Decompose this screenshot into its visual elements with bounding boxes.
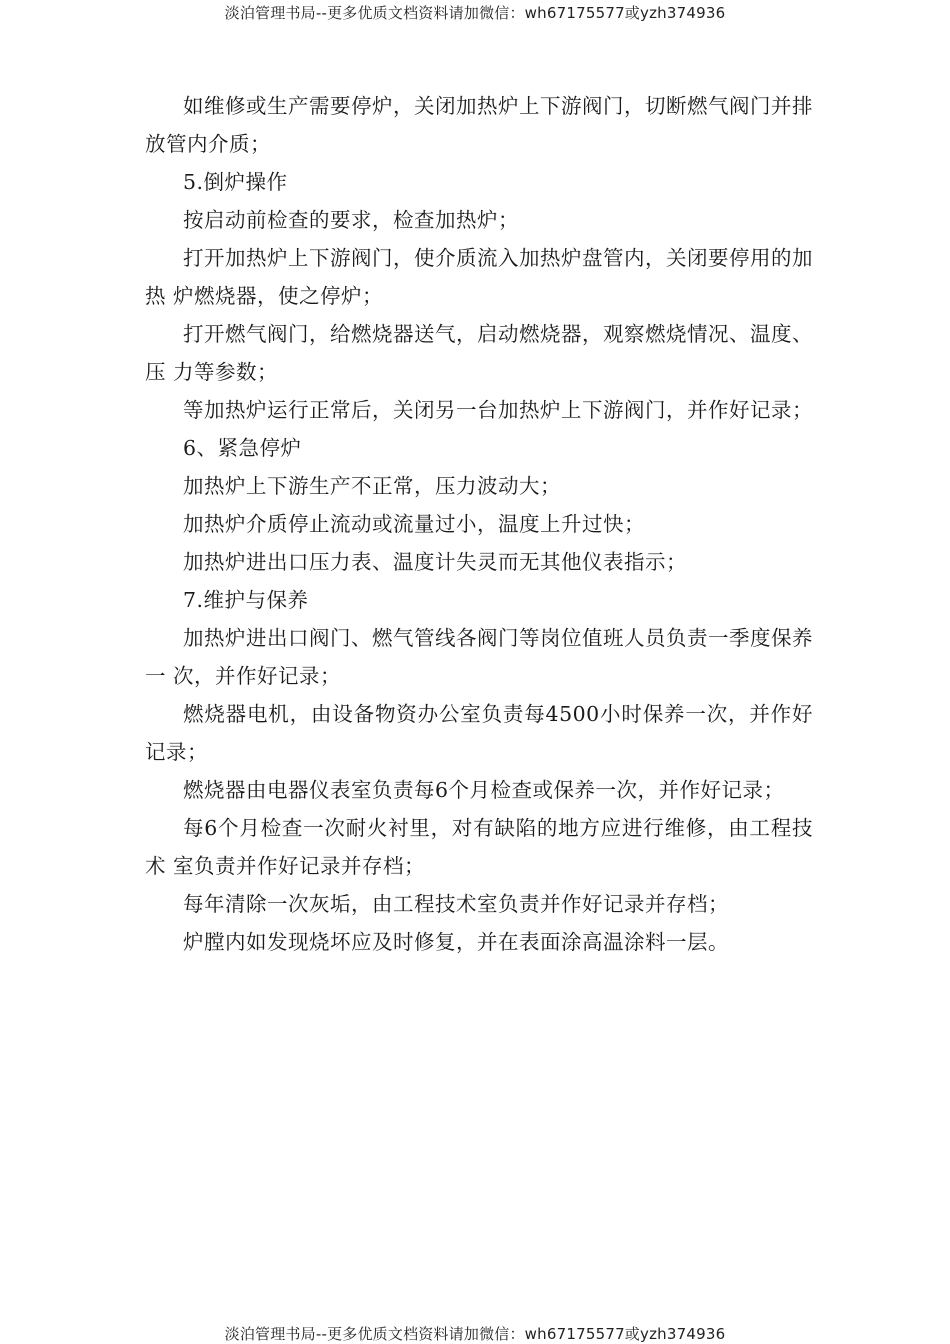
paragraph: 每年清除一次灰垢，由工程技术室负责并作好记录并存档； — [183, 892, 729, 916]
section-heading-5: 5.倒炉操作 — [183, 170, 288, 194]
paragraph: 打开燃气阀门，给燃烧器送气，启动燃烧器，观察燃烧情况、温度、压 力等参数； — [145, 322, 813, 384]
page-header: 淡泊管理书局--更多优质文档资料请加微信：wh67175577或yzh374936 — [224, 4, 726, 22]
section-heading-6: 6、紧急停炉 — [183, 436, 302, 460]
paragraph: 按启动前检查的要求，检查加热炉； — [183, 208, 519, 232]
paragraph: 燃烧器由电器仪表室负责每6个月检查或保养一次，并作好记录； — [183, 778, 785, 802]
paragraph: 炉膛内如发现烧坏应及时修复，并在表面涂高温涂料一层。 — [183, 930, 729, 954]
paragraph: 加热炉介质停止流动或流量过小，温度上升过快； — [183, 512, 645, 536]
paragraph: 每6个月检查一次耐火衬里，对有缺陷的地方应进行维修，由工程技术 室负责并作好记录并存档； — [145, 816, 813, 878]
section-heading-7: 7.维护与保养 — [183, 588, 309, 612]
paragraph: 等加热炉运行正常后，关闭另一台加热炉上下游阀门，并作好记录； — [183, 398, 813, 422]
page-footer: 淡泊管理书局--更多优质文档资料请加微信：wh67175577或yzh374936 — [224, 1325, 726, 1343]
paragraph: 加热炉进出口压力表、温度计失灵而无其他仪表指示； — [183, 550, 687, 574]
document-body — [145, 87, 813, 961]
paragraph: 如维修或生产需要停炉，关闭加热炉上下游阀门，切断燃气阀门并排 放管内介质； — [145, 94, 813, 156]
paragraph: 加热炉进出口阀门、燃气管线各阀门等岗位值班人员负责一季度保养一 次，并作好记录； — [145, 626, 813, 688]
paragraph: 打开加热炉上下游阀门，使介质流入加热炉盘管内，关闭要停用的加热 炉燃烧器，使之停炉； — [145, 246, 813, 308]
paragraph: 加热炉上下游生产不正常，压力波动大； — [183, 474, 561, 498]
paragraph: 燃烧器电机，由设备物资办公室负责每4500小时保养一次，并作好记录； — [145, 702, 813, 764]
